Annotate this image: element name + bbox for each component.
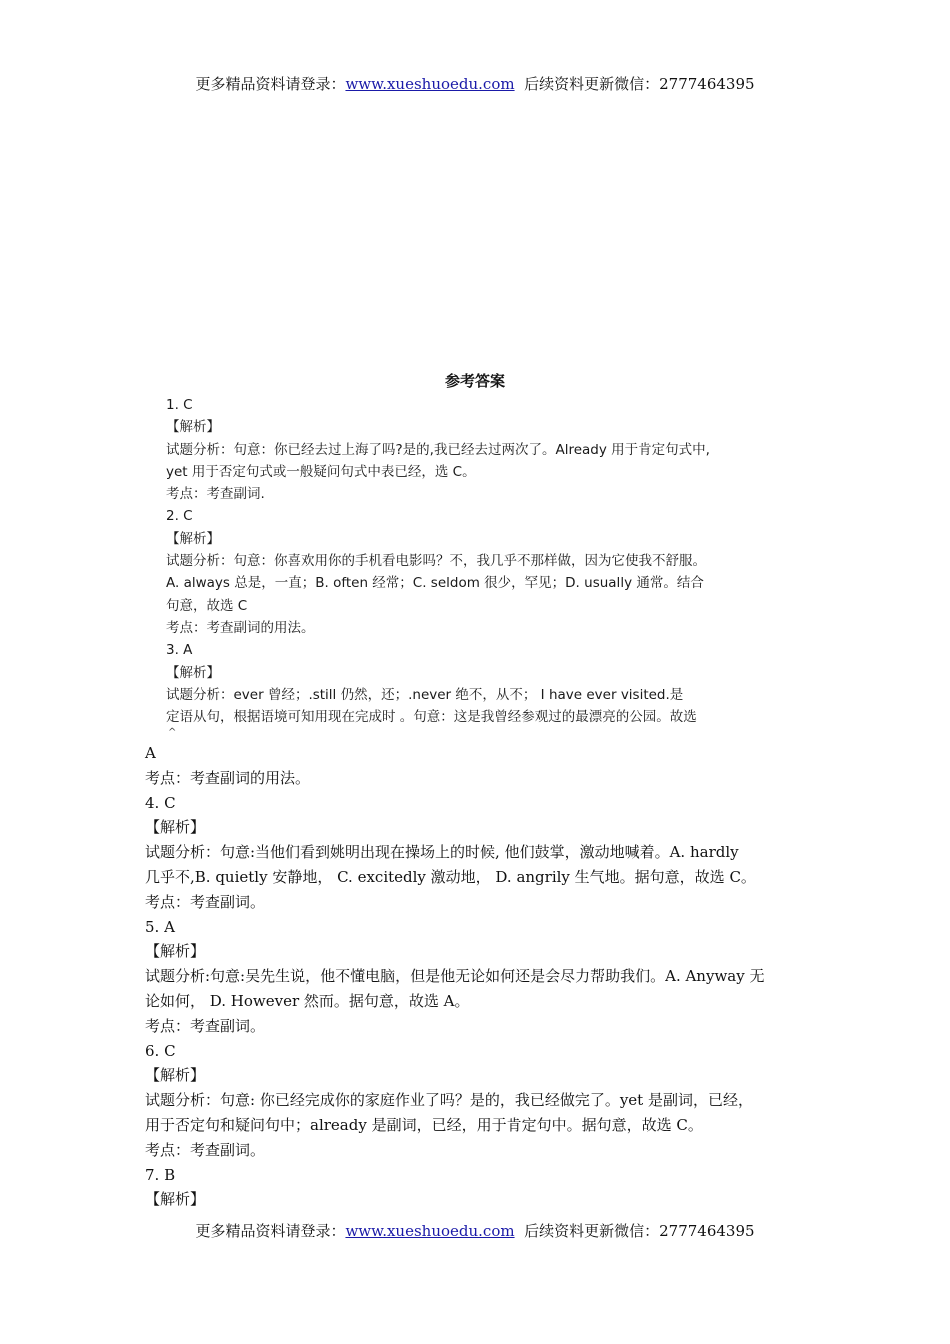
analysis-text: 试题分析:句意:吴先生说，他不懂电脑，但是他无论如何还是会尽力帮助我们。A. Anyway 无 (145, 967, 765, 986)
analysis-text: 试题分析：句意：你喜欢用你的手机看电影吗？不，我几乎不那样做，因为它使我不舒服。 (166, 553, 706, 570)
analysis-text: 句意，故选 C (166, 597, 248, 614)
topic-line: 考点：考查副词的用法。 (166, 619, 315, 636)
analysis-label: 【解析】 (166, 664, 220, 681)
analysis-label: 【解析】 (145, 942, 206, 961)
answer-number: 4. C (145, 793, 176, 812)
analysis-label: 【解析】 (145, 1190, 206, 1209)
analysis-text: 定语从句，根据语境可知用现在完成时 。句意：这是我曾经参观过的最漂亮的公园。故选 (166, 709, 697, 726)
footer-prefix: 更多精品资料请登录： (195, 1222, 346, 1240)
analysis-text: 用于否定句和疑问句中；already 是副词，已经，用于肯定句中。据句意，故选 C。 (145, 1115, 703, 1134)
footer-link[interactable]: www.xueshuoedu.com (345, 1222, 515, 1240)
analysis-label: 【解析】 (145, 1066, 206, 1085)
topic-line: 考点：考查副词的用法。 (145, 768, 311, 787)
page-title: 参考答案 (444, 372, 505, 390)
footer-banner (0, 1221, 950, 1241)
analysis-text: 试题分析：ever 曾经；.still 仍然，还；.never 绝不，从不； I have ever visited.是 (166, 686, 684, 703)
analysis-text: yet 用于否定句式或一般疑问句式中表已经，选 C。 (166, 463, 476, 480)
header-link[interactable]: www.xueshuoedu.com (345, 75, 515, 93)
answer-number: 3. A (166, 642, 193, 659)
topic-line: 考点：考查副词。 (145, 1140, 266, 1159)
scan-mark: ^ (168, 727, 177, 739)
analysis-text: 试题分析：句意: 你已经完成你的家庭作业了吗？是的，我已经做完了。yet 是副词，已经， (145, 1091, 753, 1110)
answer-body (145, 741, 817, 1212)
header-banner (0, 74, 950, 94)
answer-number: 2. C (166, 508, 193, 525)
answer-number: 7. B (145, 1165, 176, 1184)
answer-number: 1. C (166, 397, 193, 413)
header-prefix: 更多精品资料请登录： (195, 75, 346, 93)
answer-number: 5. A (145, 917, 175, 936)
answer-letter: A (145, 744, 156, 762)
footer-suffix: 后续资料更新微信：2777464395 (524, 1222, 755, 1240)
topic-line: 考点：考查副词。 (145, 892, 266, 911)
analysis-text: 论如何， D. However 然而。据句意，故选 A。 (145, 991, 470, 1010)
topic-line: 考点：考查副词. (166, 486, 265, 503)
analysis-text: 试题分析：句意:当他们看到姚明出现在操场上的时候, 他们鼓掌，激动地喊着。A. hardly (145, 843, 739, 862)
scanned-answer-block (166, 394, 766, 742)
analysis-text: A. always 总是，一直；B. often 经常；C. seldom 很少，罕见；D. usually 通常。结合 (166, 575, 704, 592)
topic-line: 考点：考查副词。 (145, 1016, 266, 1035)
answer-number: 6. C (145, 1041, 176, 1060)
analysis-text: 几乎不,B. quietly 安静地， C. excitedly 激动地， D. angrily 生气地。据句意，故选 C。 (145, 867, 756, 886)
analysis-label: 【解析】 (166, 530, 220, 547)
analysis-label: 【解析】 (166, 419, 220, 436)
analysis-text: 试题分析：句意：你已经去过上海了吗?是的,我已经去过两次了。Already 用于肯定句式中, (166, 441, 710, 458)
analysis-label: 【解析】 (145, 818, 206, 837)
header-suffix: 后续资料更新微信：2777464395 (524, 75, 755, 93)
